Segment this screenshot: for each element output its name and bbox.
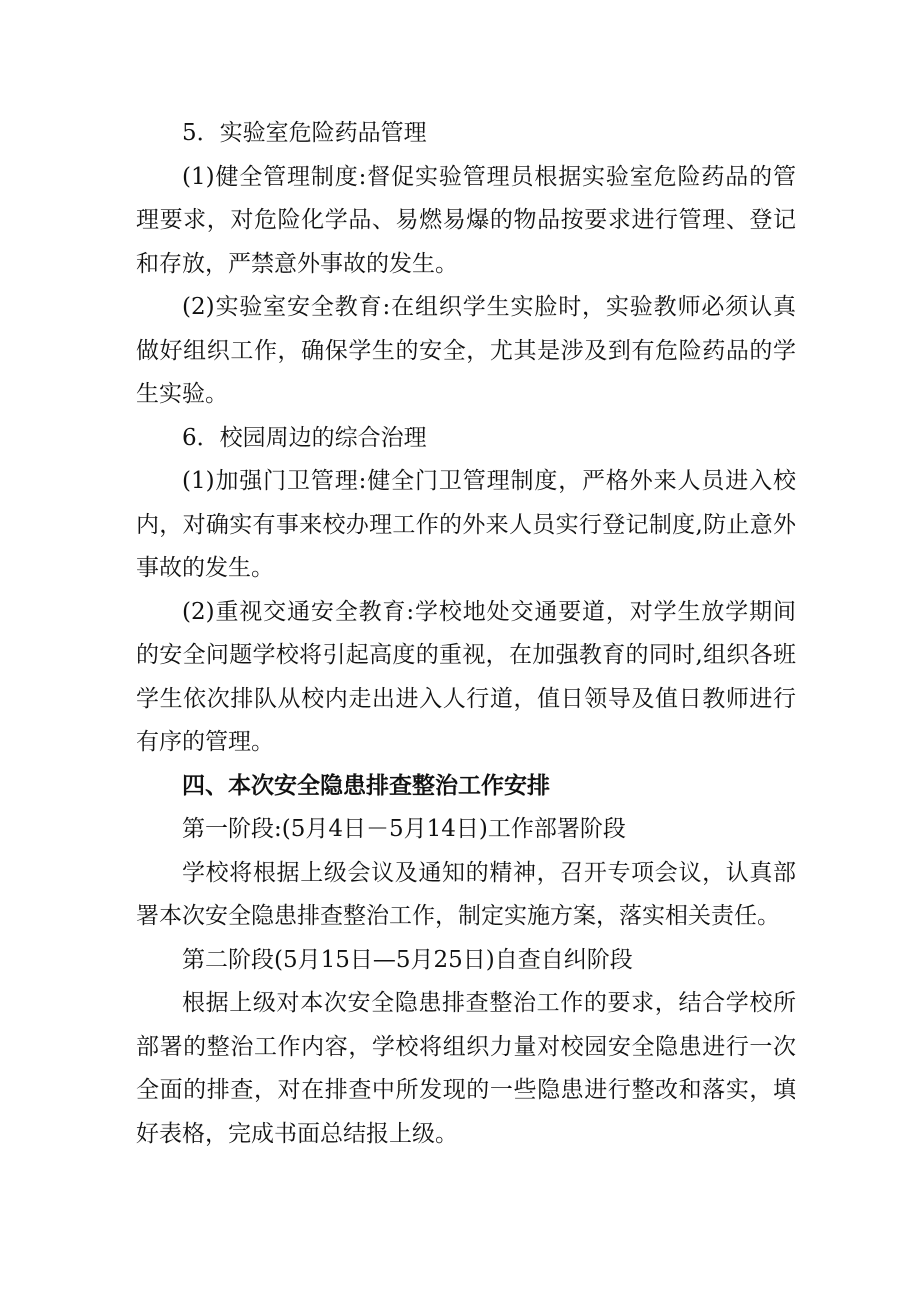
phase-2-title: 第二阶段(5月15日—5月25日)自查自纠阶段 [182,946,633,973]
section-5-item-1: (1)健全管理制度:督促实验管理员根据实验室危险药品的管理要求，对危险化学品、易燃易爆的物品按要求进行管理、登记和存放，严禁意外事故的发生。 [136,163,796,277]
chapter-4-heading: 四、本次安全隐患排查整治工作安排 [182,772,550,799]
section-5-item-2: (2)实验室安全教育:在组织学生实脸时，实验教师必须认真做好组织工作，确保学生的安全，尤其是涉及到有危险药品的学生实验。 [136,294,796,407]
section-6-item-2: (2)重视交通安全教育:学校地处交通要道，对学生放学期间的安全问题学校将引起高度的重视，在加强教育的同时,组织各班学生依次排队从校内走出进入人行道，值日领导及值日教师进行有序的管理。 [136,598,796,755]
section-6-item-1: (1)加强门卫管理:健全门卫管理制度，严格外来人员进入校内，对确实有事来校办理工作的外来人员实行登记制度,防止意外事故的发生。 [136,468,796,581]
phase-1-title: 第一阶段:(5月4日－5月14日)工作部署阶段 [182,816,626,842]
section-5-title: 5．实验室危险药品管理 [182,120,427,146]
phase-2-body: 根据上级对本次安全隐患排查整治工作的要求，结合学校所部署的整治工作内容，学校将组织力量对校园安全隐患进行一次全面的排查，对在排查中所发现的一些隐患进行整改和落实，填好表格，完成书面总结报上级。 [136,990,796,1147]
phase-1-body: 学校将根据上级会议及通知的精神，召开专项会议，认真部署本次安全隐患排查整治工作，制定实施方案，落实相关责任。 [136,859,796,929]
document-body [136,112,796,1156]
section-6-title: 6．校园周边的综合治理 [182,424,427,451]
